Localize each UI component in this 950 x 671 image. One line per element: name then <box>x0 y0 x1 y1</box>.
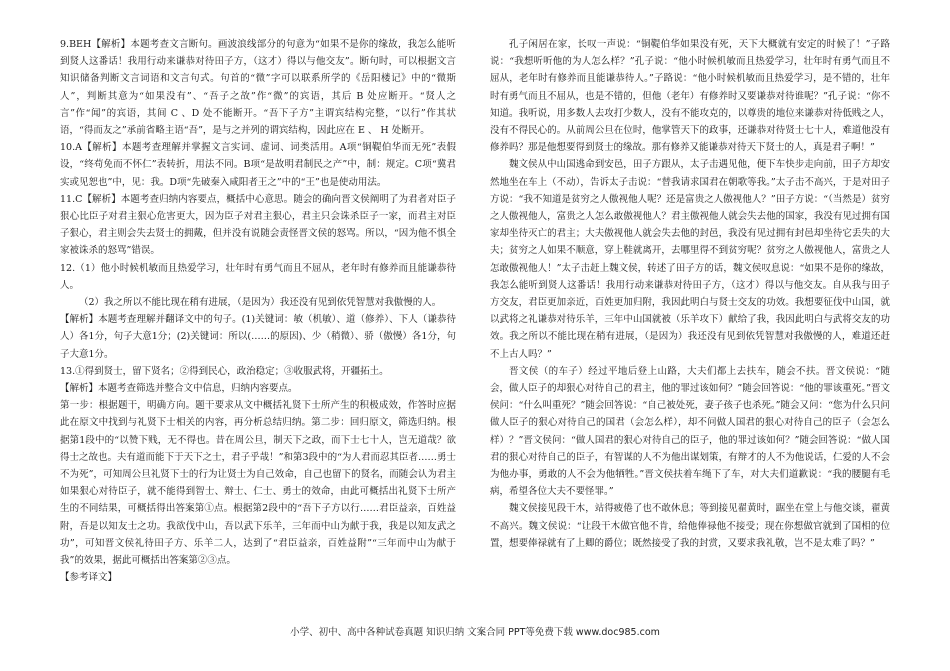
answer-12-analysis-paragraph: 【解析】本题考查理解并翻译文中的句子。(1)关键词：敏（机敏）、道（修养）、下人（谦恭待人）各1分，句子大意1分；(2)关键词：所以(……的原因)、少（稍微）、骄（傲慢）各1分，句子大意1分。 <box>60 314 456 360</box>
translation-paragraph-4: 魏文侯接见段干木，站得疲倦了也不敢休息；等到接见翟黄时，踞坐在堂上与他交谈，翟黄不高兴。魏文侯说：“让段干木做官他不肯，给他俸禄他不接受；现在你想做官就到了国相的位置，想要俸禄就有了上卿的爵位；既然接受了我的封赏，又要求我礼敬，岂不是太难了吗？” <box>490 503 890 549</box>
translation-paragraph-3: 晋文侯（的车子）经过平地后登上山路，大夫们都上去扶车，随会不扶。晋文侯说：“随会，做人臣子的却狠心对待自己的君主，他的罪过该如何？”随会回答说：“他的罪该重死。”晋文侯问：“什么叫重死？”随会回答说：“自己被处死，妻子孩子也杀死。”随会又问：“您为什么只问做人臣子的狠心对待自己的国君（会怎么样），却不问做人国君的狠心对待自己的臣子（会怎么样）？”晋文侯问：“做人国君的狠心对待自己的臣子，他的罪过该如何？”随会回答说：“做人国君的狠心对待自己的臣子，有智谋的人不为他出谋划策，有辩才的人不为他说话，仁爱的人不会为他办事，勇敢的人不会为他牺牲。”晋文侯扶着车绳下了车，对大夫们道歉说：“我的腰腿有毛病，希望各位大夫不要怪罪。” <box>490 365 890 498</box>
answer-13-analysis-heading: 【解析】本题考查筛选并整合文中信息，归纳内容要点。 <box>60 383 298 395</box>
answer-11-paragraph: 11.C【解析】本题考查归纳内容要点，概括中心意思。随会的确向晋文侯阐明了为君者对臣子狠心比臣子对君主狠心危害更大，因为臣子对君主狠心，君主只会诛杀臣子一家，而君主对臣子狠心，君主则会失去贤士的拥戴，但并没有说随会责怪晋文侯的怒骂。所以，“因为他不惧全家被诛杀的怒骂”错误。 <box>60 193 456 257</box>
reference-translation-heading: 【参考译文】 <box>60 572 118 584</box>
answer-12-part1-paragraph: 12.（1）他小时候机敏而且热爱学习，壮年时有勇气而且不屈从，老年时有修养而且能谦恭待人。 <box>60 262 456 291</box>
answer-9-paragraph: 9.BEH【解析】本题考查文言断句。画波浪线部分的句意为“如果不是你的缘故，我怎么能听到贤人这番话！我用行动来谦恭对待田子方，（这才）得以与他交友”。断句时，可以根据文言知识储备判断文言词语和文言句式。句首的“微”字可以联系所学的《岳阳楼记》中的“微斯人”，判断其意为“如果没有”、“吾子之故”作“微”的宾语，其后 B 处应断开。“贤人之言”作“闻”的宾语，其间 C 、D 处不能断开。“吾下子方”主谓宾结构完整，“以行”作其状语，“得而友之”承前省略主语“吾”，是与之并列的谓宾结构，因此应在 E 、 H 处断开。 <box>60 39 456 137</box>
answer-13-analysis-paragraph: 第一步：根据题干，明确方向。题干要求从文中概括礼贤下士所产生的积极成效，作答时应据此在原文中找到与礼贤下士相关的内容，再分析总结归纳。第二步：回归原文，筛选归纳。根据第1段中的“以赞下贱，无不得也。昔在周公旦，制天下之政，而下士七十人，岂无道哉？欲得士之故也。夫有道而能下于天下之士，君子乎哉！”和第3段中的“为人君而忍其臣者……勇士不为死”，可知周公旦礼贤下士的行为让贤士为自己效命，自己也留下的贤名，而随会认为君主如果狠心对待臣子，就不能得到智士、辩士、仁士、勇士的效命，由此可概括出礼贤下士所产生的不同结果，可概括得出答案第①点。根据第2段中的“吾下子方以行……君臣益亲，百姓益附，吾是以知友士之功。我欲伐中山，吾以武下乐羊，三年而中山为献于我，我是以知友武之功”，可知晋文侯礼待田子方、乐羊二人，达到了“君臣益亲，百姓益附”“三年而中山为献于我”的效果，据此可概括出答案第②③点。 <box>60 400 456 567</box>
answer-10-paragraph: 10.A【解析】本题考查理解并掌握文言实词、虚词、词类活用。A项“铜鞮伯华而无死”表假设，“终苟免而不怀仁”表转折，用法不同。B项“是故明君制民之产”中，制：规定。C项“冀君实或见恕也”中，见：我。D项“先破秦入咸阳者王之”中的“王”也是使动用法。 <box>60 142 456 188</box>
translation-paragraph-2: 魏文侯从中山国逃命到安邑，田子方跟从，太子击遇见他，便下车快步走向前，田子方却安然地坐在车上（不动），告诉太子击说：“替我请求国君在朝歌等我。”太子击不高兴，于是对田子方说：“我不知道是贫穷之人傲视他人呢？还是富贵之人傲视他人？”田子方说：“（当然是）贫穷之人傲视他人，富贵之人怎么敢傲视他人？君主傲视他人就会失去他的国家，我没有见过拥有国家却坐待灭亡的君主；大夫傲视他人就会失去他的封邑，我没有见过拥有封邑却坐待它丢失的大夫；贫穷之人如果不顺意，穿上鞋就离开，去哪里得不到贫穷呢？贫穷之人傲视他人，富贵之人怎敢傲视他人！”太子击赶上魏文侯，转述了田子方的话，魏文侯叹息说：“如果不是你的缘故，我怎么能听到贤人这番话！我用行动来谦恭对待田子方，（这才）得以与他交友。自从我与田子方交友，君臣更加亲近，百姓更加归附，我因此明白与贤士交友的功效。我想要征伐中山国，就以武将之礼谦恭对待乐羊，三年中山国就被（乐羊攻下）献给了我，我因此明白与武将交友的功效。我之所以不能比现在稍有进展，（是因为）我还没有见到依凭智慧对我傲慢的人，难道还赶不上古人吗？” <box>490 159 890 360</box>
answer-13-paragraph: 13.①得到贤士，留下贤名；②得到民心，政治稳定；③收服武将，开疆拓土。 <box>60 365 389 377</box>
answer-12-part2-paragraph: （2）我之所以不能比现在稍有进展，（是因为）我还没有见到依凭智慧对我傲慢的人。 <box>79 297 442 309</box>
page-footer: 小学、初中、高中各种试卷真题 知识归纳 文案合同 PPT等免费下载 www.doc985.com <box>290 627 660 638</box>
translation-paragraph-1: 孔子闲居在家，长叹一声说：“铜鞮伯华如果没有死，天下大概就有安定的时候了！”子路说：“我想听听他的为人怎么样？”孔子说：“他小时候机敏而且热爱学习，壮年时有勇气而且不屈从，老年时有修养而且能谦恭待人。”子路说：“他小时候机敏而且热爱学习，是不错的，壮年时有勇气而且不屈从，也是不错的，但他（老年）有修养时又要谦恭对待谁呢？”孔子说：“你不知道。我听说，用多数人去攻打少数人，没有不能攻克的，以尊贵的地位来谦恭对待低贱之人，没有不得民心的。从前周公旦在位时，他掌管天下的政事，还谦恭对待贤士七十人，难道他没有修养吗？那是他想要得到贤士的缘故。那有修养又能谦恭对待天下贤士的人，真是君子啊！” <box>490 39 890 154</box>
right-column <box>490 36 890 552</box>
left-column <box>60 36 456 587</box>
